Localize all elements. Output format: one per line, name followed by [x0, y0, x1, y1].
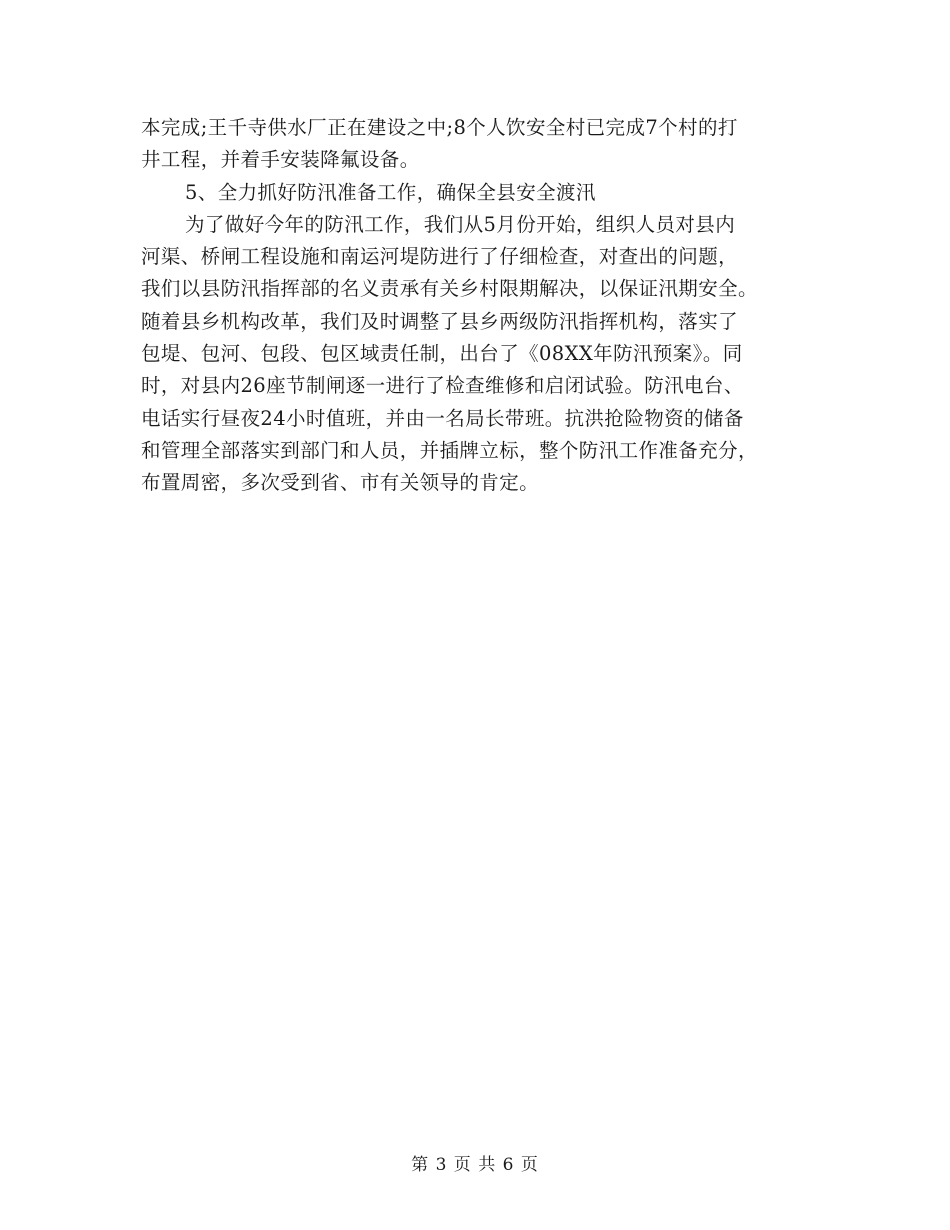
body-line: 井工程，并着手安装降氟设备。	[141, 148, 420, 172]
page-number: 第 3 页 共 6 页	[411, 1155, 539, 1175]
body-line: 河渠、桥闸工程设施和南运河堤防进行了仔细检查，对查出的问题，	[141, 245, 739, 269]
page-footer	[0, 1153, 950, 1177]
body-line: 时，对县内26座节制闸逐一进行了检查维修和启闭试验。防汛电台、	[141, 374, 744, 398]
body-line: 随着县乡机构改革，我们及时调整了县乡两级防汛指挥机构，落实了	[141, 309, 739, 333]
section-heading: 5、全力抓好防汛准备工作，确保全县安全渡汛	[185, 180, 596, 204]
body-line: 包堤、包河、包段、包区域责任制，出台了《08XX年防汛预案》。同	[141, 342, 743, 366]
body-line: 我们以县防汛指挥部的名义责承有关乡村限期解决，以保证汛期安全。	[141, 277, 758, 301]
body-line: 电话实行昼夜24小时值班，并由一名局长带班。抗洪抢险物资的储备	[141, 406, 744, 430]
body-line: 和管理全部落实到部门和人员，并插牌立标，整个防汛工作准备充分，	[141, 438, 758, 462]
body-line: 本完成;王千寺供水厂正在建设之中;8个人饮安全村已完成7个村的打	[141, 116, 738, 139]
document-body	[141, 112, 811, 500]
body-line: 为了做好今年的防汛工作，我们从5月份开始，组织人员对县内	[185, 212, 736, 236]
body-line: 布置周密，多次受到省、市有关领导的肯定。	[141, 471, 540, 495]
